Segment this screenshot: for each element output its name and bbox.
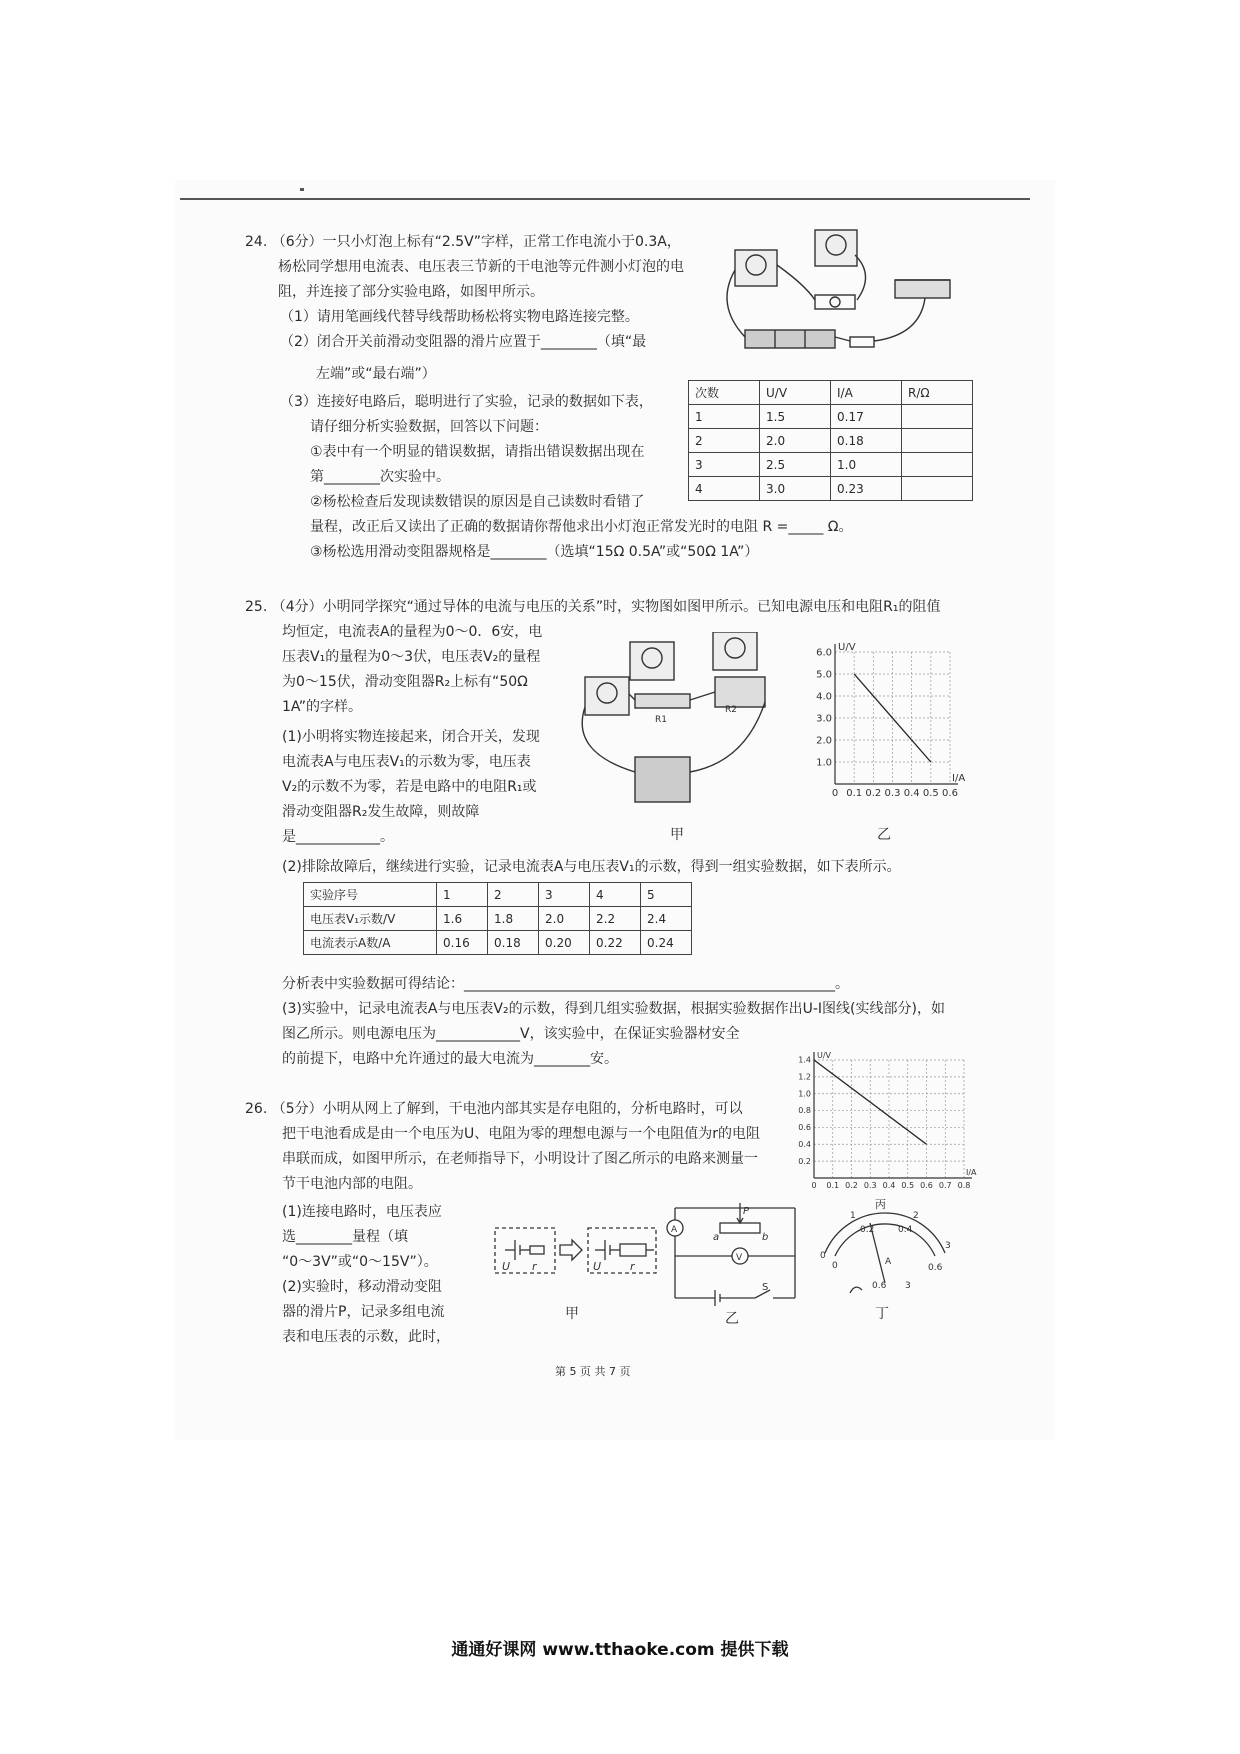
x-tick-label: 0.5 [901, 1181, 915, 1190]
q25-part2: (2)排除故障后，继续进行实验，记录电流表A与电压表V₁的示数，得到一组实验数据，如下表所示。 [282, 859, 901, 875]
svg-text:V: V [736, 1253, 743, 1263]
q24-part3-sub2: ②杨松检查后发现读数错误的原因是自己读数时看错了 [310, 494, 645, 510]
q26-part2-cont: 表和电压表的示数，此时， [282, 1329, 450, 1345]
y-tick-label: 0.8 [798, 1106, 811, 1116]
q25-heading: 25. （4分）小明同学探究“通过导体的电流与电压的关系”时，实物图如图甲所示。已知电源电压和电阻R₁的阻值 [245, 599, 941, 615]
table-cell: 1.6 [437, 907, 488, 931]
x-tick-label: 0.5 [922, 788, 939, 799]
q24-line: 阻，并连接了部分实验电路，如图甲所示。 [278, 284, 544, 300]
table-cell: 0.17 [831, 405, 902, 429]
header-rule [180, 198, 1030, 200]
y-tick-label: 0.6 [798, 1123, 811, 1133]
table-row [689, 429, 973, 453]
q26-line: 把干电池看成是由一个电压为U、电阻为零的理想电源与一个电阻值为r的电阻 [282, 1126, 761, 1142]
x-tick-label: 0.2 [845, 1181, 858, 1190]
table-header-cell: R/Ω [902, 381, 973, 405]
q25-part1: (1)小明将实物连接起来，闭合开关，发现 [282, 729, 540, 745]
table-cell: 电流表示A数/A [304, 931, 437, 955]
table-cell: 0.24 [641, 931, 692, 955]
x-tick-label: 0.2 [865, 788, 882, 799]
y-tick-label: 1.2 [798, 1072, 811, 1082]
svg-text:0.4: 0.4 [898, 1225, 913, 1235]
table-cell: 2.2 [590, 907, 641, 931]
q25-line: 均恒定，电流表A的量程为0～0．6安，电 [282, 624, 543, 640]
svg-text:0: 0 [820, 1251, 826, 1261]
q24-part3-sub1: ①表中有一个明显的错误数据，请指出错误数据出现在 [310, 444, 645, 460]
q24-heading: 24. （6分）一只小灯泡上标有“2.5V”字样，正常工作电流小于0.3A， [245, 234, 681, 250]
q26-battery-model-figure [490, 1218, 660, 1288]
y-tick-label: 1.0 [798, 1089, 811, 1099]
q26-measurement-circuit [665, 1198, 805, 1308]
svg-text:0.6: 0.6 [928, 1263, 943, 1273]
svg-text:r: r [630, 1260, 635, 1273]
q24-part3-cont: 请仔细分析实验数据，回答以下问题： [310, 419, 548, 435]
q24-part3-sub3: ③杨松选用滑动变阻器规格是________（选填“15Ω 0.5A”或“50Ω 1A”） [310, 544, 759, 560]
q24-data-table [688, 380, 973, 501]
page-number: 第 5 页 共 7 页 [555, 1365, 631, 1378]
y-tick-label: 6.0 [816, 647, 832, 659]
table-cell: 0.23 [831, 477, 902, 501]
table-cell: 1.5 [760, 405, 831, 429]
table-cell [902, 453, 973, 477]
y-tick-label: 4.0 [816, 691, 832, 703]
q24-circuit-figure [705, 225, 975, 365]
q26-figure-label-bing: 丙 [875, 1198, 886, 1211]
table-row [689, 477, 973, 501]
table-cell: 2.0 [760, 429, 831, 453]
q24-part2-cont: 左端”或“最右端”） [316, 366, 436, 382]
svg-text:0.6: 0.6 [872, 1281, 887, 1291]
x-tick-label: 0.6 [920, 1181, 933, 1190]
q24-line: 杨松同学想用电流表、电压表三节新的干电池等元件测小灯泡的电 [278, 259, 684, 275]
q25-figure-label-yi: 乙 [877, 827, 891, 843]
table-cell: 3 [689, 453, 760, 477]
svg-text:3: 3 [905, 1281, 911, 1291]
x-tick-label: 0.4 [903, 788, 920, 799]
x-tick-label: 0.4 [882, 1181, 896, 1190]
table-cell: 实验序号 [304, 883, 437, 907]
q26-part1-cont: “0～3V”或“0～15V”）。 [282, 1254, 438, 1270]
table-row [689, 453, 973, 477]
table-cell: 1.8 [488, 907, 539, 931]
table-cell: 5 [641, 883, 692, 907]
y-tick-label: 1.0 [816, 757, 832, 769]
svg-text:A: A [671, 1225, 678, 1235]
x-axis-label: I/A [966, 1168, 977, 1177]
table-cell: 3.0 [760, 477, 831, 501]
table-header-row [689, 381, 973, 405]
q26-figure-label-jia: 甲 [565, 1306, 579, 1322]
q26-part1-cont: 选________量程（填 [282, 1229, 408, 1245]
table-cell: 1.0 [831, 453, 902, 477]
q25-part1-cont: V₂的示数不为零，若是电路中的电阻R₁或 [282, 779, 537, 795]
table-cell: 2.5 [760, 453, 831, 477]
q25-part3-cont: 的前提下，电路中允许通过的最大电流为________安。 [282, 1051, 618, 1067]
q25-line: 压表V₁的量程为0～3伏，电压表V₂的量程 [282, 649, 541, 665]
q26-figure-label-yi: 乙 [725, 1311, 739, 1327]
svg-text:b: b [762, 1232, 769, 1243]
table-header-cell: U/V [760, 381, 831, 405]
y-tick-label: 3.0 [816, 713, 832, 725]
table-cell [902, 405, 973, 429]
q26-ui-chart [790, 1048, 980, 1198]
q24-part3-sub1-cont: 第________次实验中。 [310, 469, 450, 485]
q25-apparatus-figure [575, 632, 790, 822]
table-cell: 0.18 [831, 429, 902, 453]
table-cell: 1 [437, 883, 488, 907]
x-tick-label: 0.1 [826, 1181, 840, 1190]
x-tick-label: 0.3 [884, 788, 901, 799]
q26-part2-cont: 器的滑片P，记录多组电流 [282, 1304, 445, 1320]
table-header-cell: I/A [831, 381, 902, 405]
svg-text:1: 1 [850, 1211, 856, 1221]
table-cell: 0.22 [590, 931, 641, 955]
q25-line: 为0～15伏，滑动变阻器R₂上标有“50Ω [282, 674, 528, 690]
q26-ammeter-dial [810, 1198, 960, 1298]
footer-watermark: 通通好课网 www.tthaoke.com 提供下载 [451, 1640, 789, 1660]
x-tick-label: 0.7 [938, 1181, 952, 1190]
table-cell: 0.18 [488, 931, 539, 955]
svg-text:R2: R2 [725, 705, 737, 715]
q24-part1: （1）请用笔画线代替导线帮助杨松将实物电路连接完整。 [280, 309, 639, 325]
q25-part3-cont: 图乙所示。则电源电压为____________V，该实验中，在保证实验器材安全 [282, 1026, 740, 1042]
y-axis-label: U/V [817, 1051, 832, 1060]
table-cell [902, 429, 973, 453]
y-tick-label: 0.4 [798, 1139, 811, 1149]
q24-part3: （3）连接好电路后，聪明进行了实验，记录的数据如下表， [280, 394, 653, 410]
q25-line: 1A”的字样。 [282, 699, 363, 715]
svg-text:a: a [713, 1232, 720, 1243]
x-axis-label: I/A [952, 773, 966, 784]
svg-text:R1: R1 [655, 715, 667, 725]
x-tick-label: 0.6 [942, 788, 958, 799]
table-cell: 2.4 [641, 907, 692, 931]
q26-part2: (2)实验时，移动滑动变阻 [282, 1279, 442, 1295]
table-cell: 0.20 [539, 931, 590, 955]
q25-data-table [303, 882, 692, 955]
svg-text:2: 2 [913, 1211, 919, 1221]
table-cell: 2 [689, 429, 760, 453]
table-cell: 3 [539, 883, 590, 907]
svg-text:A: A [885, 1257, 892, 1267]
table-row [304, 931, 692, 955]
svg-text:0: 0 [832, 1261, 838, 1271]
table-cell: 2 [488, 883, 539, 907]
table-cell: 1 [689, 405, 760, 429]
svg-text:S: S [762, 1282, 769, 1293]
q26-heading: 26. （5分）小明从网上了解到，干电池内部其实是存电阻的，分析电路时，可以 [245, 1101, 743, 1117]
table-row [304, 883, 692, 907]
y-axis-label: U/V [838, 642, 856, 653]
table-row [689, 405, 973, 429]
svg-text:r: r [532, 1260, 537, 1273]
x-tick-label: 0.3 [863, 1181, 877, 1190]
q25-conclusion: 分析表中实验数据可得结论：_____________________________________________________。 [282, 976, 849, 992]
x-tick-label: 0.8 [957, 1181, 971, 1190]
table-cell [902, 477, 973, 501]
svg-text:U: U [593, 1260, 602, 1273]
y-tick-label: 2.0 [816, 735, 832, 747]
x-tick-label: 0 [831, 788, 839, 799]
q26-line: 串联而成，如图甲所示，在老师指导下，小明设计了图乙所示的电路来测量一 [282, 1151, 758, 1167]
table-cell: 0.16 [437, 931, 488, 955]
table-row [304, 907, 692, 931]
q25-part1-cont: 滑动变阻器R₂发生故障，则故障 [282, 804, 480, 820]
table-cell: 4 [590, 883, 641, 907]
y-tick-label: 5.0 [816, 669, 832, 681]
svg-text:0.2: 0.2 [860, 1225, 875, 1235]
svg-text:U: U [502, 1260, 511, 1273]
q24-part2: （2）闭合开关前滑动变阻器的滑片应置于________（填“最 [280, 334, 647, 350]
table-cell: 4 [689, 477, 760, 501]
q26-part1: (1)连接电路时，电压表应 [282, 1204, 442, 1220]
y-tick-label: 1.4 [798, 1055, 811, 1065]
q26-line: 节干电池内部的电阻。 [282, 1176, 422, 1192]
q25-part1-cont: 电流表A与电压表V₁的示数为零，电压表 [282, 754, 531, 770]
q24-part3-sub2-cont: 量程，改正后又读出了正确的数据请你帮他求出小灯泡正常发光时的电阻 R =_____ Ω。 [310, 519, 853, 535]
q25-part3: (3)实验中，记录电流表A与电压表V₂的示数，得到几组实验数据，根据实验数据作出U-I图线(实线部分)，如 [282, 1001, 945, 1017]
y-tick-label: 0.2 [798, 1156, 811, 1166]
table-cell: 2.0 [539, 907, 590, 931]
x-tick-label: 0.1 [846, 788, 863, 799]
q25-part1-cont: 是____________。 [282, 829, 394, 845]
svg-text:P: P [743, 1206, 750, 1217]
table-cell: 电压表V₁示数/V [304, 907, 437, 931]
q26-figure-label-ding: 丁 [875, 1306, 889, 1322]
scan-speck [300, 188, 304, 191]
x-tick-label: 0 [811, 1181, 817, 1190]
table-header-cell: 次数 [689, 381, 760, 405]
q25-ui-chart [805, 638, 970, 808]
svg-text:3: 3 [945, 1241, 951, 1251]
q25-figure-label-jia: 甲 [670, 827, 684, 843]
